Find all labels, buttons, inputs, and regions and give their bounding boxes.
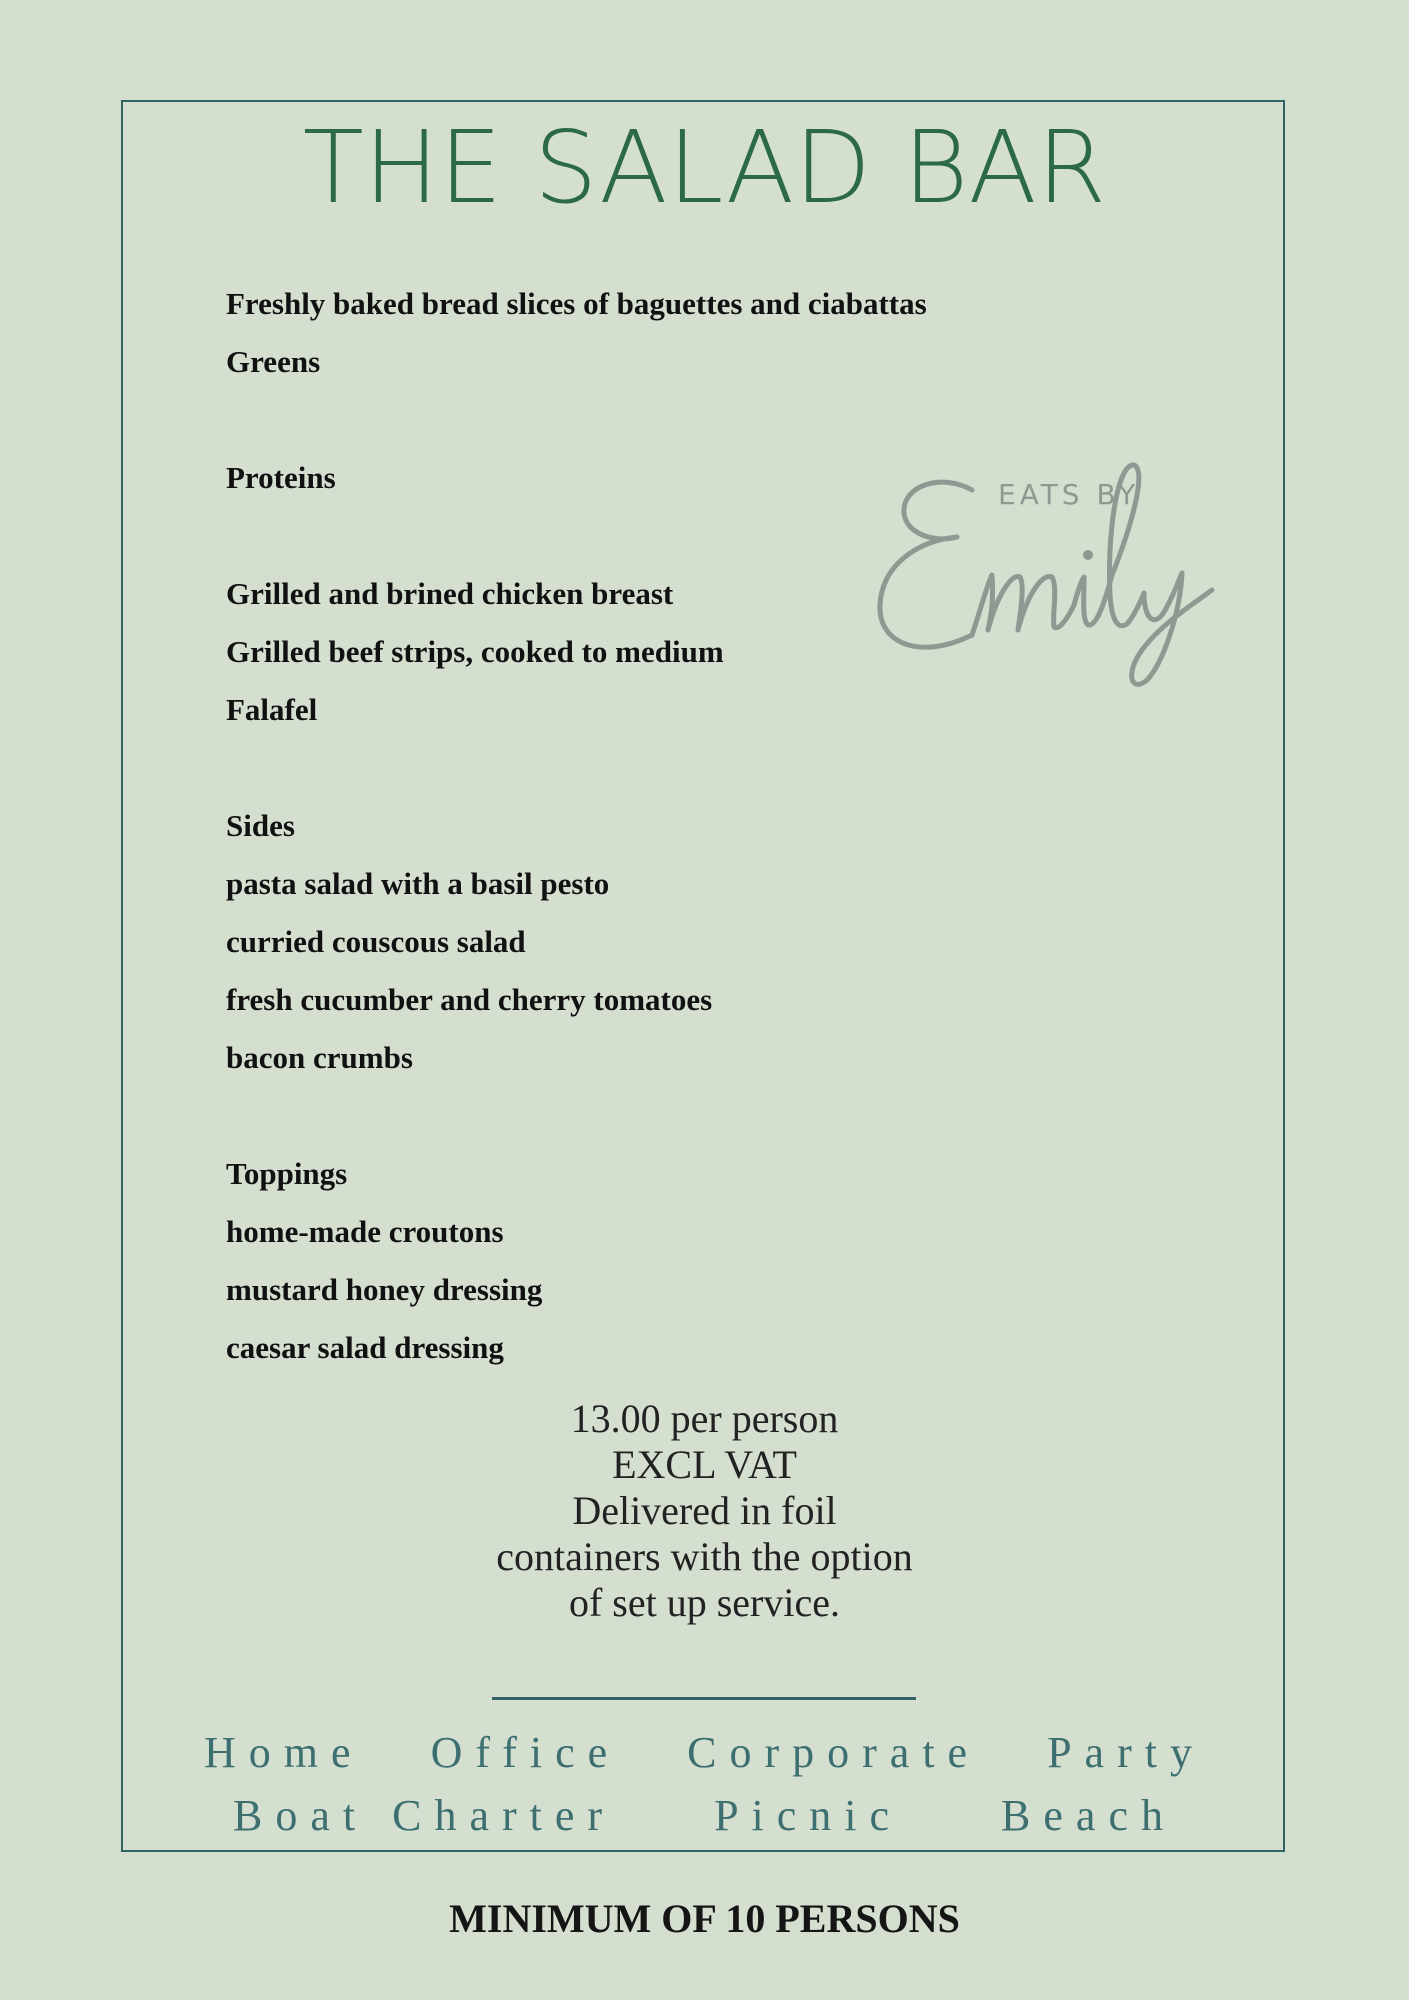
delivery-text: containers with the option — [496, 1534, 913, 1579]
menu-item: caesar salad dressing — [226, 1330, 504, 1365]
occasions-row — [0, 1727, 1409, 1778]
occasion-label: Office — [430, 1728, 621, 1777]
spacer — [226, 739, 1126, 797]
menu-item: fresh cucumber and cherry tomatoes — [226, 982, 713, 1017]
menu-item: mustard honey dressing — [226, 1272, 543, 1307]
occasions-row — [0, 1790, 1409, 1841]
menu-item: Falafel — [226, 692, 318, 727]
menu-item: Greens — [226, 344, 321, 379]
section-heading-toppings: Toppings — [226, 1156, 348, 1191]
occasion-label: Party — [1047, 1728, 1205, 1777]
divider — [492, 1697, 916, 1700]
menu-item: Grilled beef strips, cooked to medium — [226, 634, 724, 669]
minimum-order-notice: MINIMUM OF 10 PERSONS — [449, 1896, 960, 1941]
menu-item: Freshly baked bread slices of baguettes and ciabattas — [226, 286, 927, 321]
occasion-label: Home — [204, 1728, 364, 1777]
menu-item: home-made croutons — [226, 1214, 504, 1249]
occasion-label: Boat Charter — [233, 1791, 616, 1840]
occasion-label: Corporate — [687, 1728, 981, 1777]
brand-logo — [862, 455, 1222, 695]
menu-item: curried couscous salad — [226, 924, 526, 959]
occasion-label: Beach — [1001, 1791, 1176, 1840]
menu-item: pasta salad with a basil pesto — [226, 866, 610, 901]
section-heading-sides: Sides — [226, 808, 295, 843]
logo-script-signature — [862, 455, 1222, 695]
delivery-text: of set up service. — [568, 1580, 840, 1625]
menu-item: bacon crumbs — [226, 1040, 413, 1075]
menu-list — [226, 275, 1126, 1377]
page-title: THE SALAD BAR — [302, 109, 1107, 226]
menu-item: Grilled and brined chicken breast — [226, 576, 674, 611]
spacer — [226, 1087, 1126, 1145]
occasion-label: Picnic — [714, 1791, 903, 1840]
vat-text: EXCL VAT — [612, 1442, 797, 1487]
price-text: 13.00 per person — [570, 1396, 839, 1441]
spacer — [226, 391, 1126, 449]
pricing-block — [0, 1396, 1409, 1626]
logo-tagline: EATS BY — [998, 478, 1140, 511]
delivery-text: Delivered in foil — [572, 1488, 837, 1533]
section-heading-proteins: Proteins — [226, 460, 336, 495]
